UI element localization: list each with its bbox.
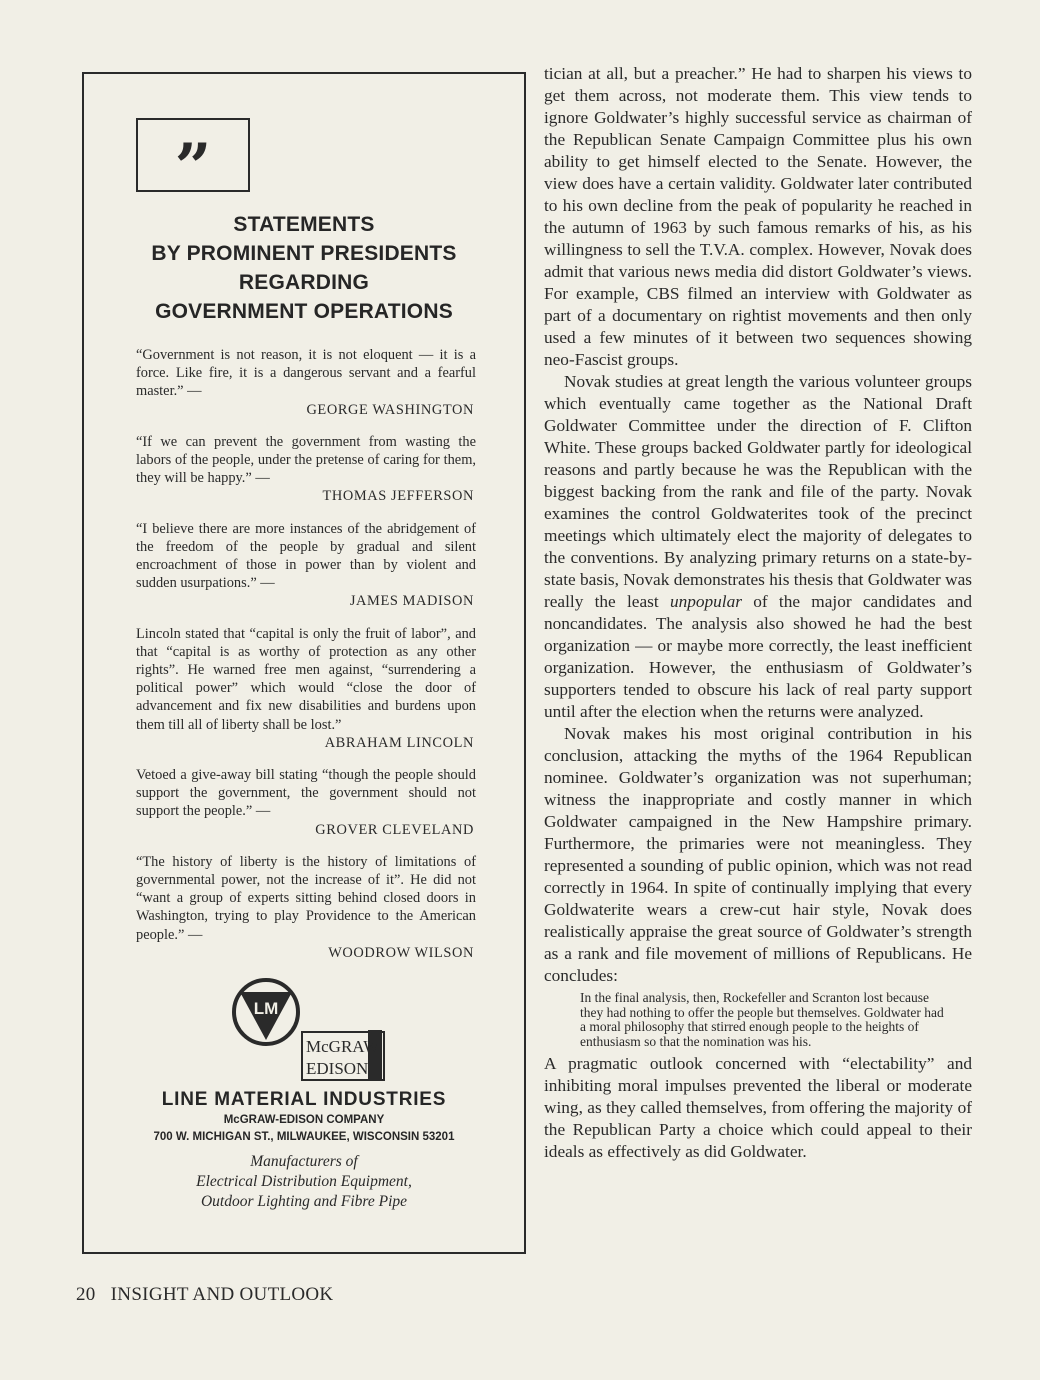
line-material-logo-icon xyxy=(234,980,298,1044)
quote-wilson xyxy=(136,853,476,962)
article-paragraph xyxy=(544,371,972,723)
mcgraw-logo-line2: EDISON xyxy=(306,1059,369,1078)
article-blockquote: In the final analysis, then, Rockefeller and Scranton lost because they had nothing to offer the people but themselves. Goldwater had a moral philosophy that stirred enough people to the heights of enthusiasm so that the nomination was his. xyxy=(580,990,944,1049)
quote-author: ABRAHAM LINCOLN xyxy=(324,734,474,751)
presidential-quotes xyxy=(136,346,476,976)
quote-mark-icon: ” xyxy=(174,130,212,205)
article-paragraph: Novak makes his most original contribution in his conclusion, attacking the myths of the 1964 Republican nominee. Goldwater’s organization was not superhuman; witness the inappropriate and costly manner in which Goldwater campaigned in the New Hampshire primary. Furthermore, the primaries were not meaningless. They represented a sounding of public opinion, which was not read correctly in 1964. In spite of continually implying that every Goldwaterite wears a crew-cut hair style, Novak does realistically appraise the great source of Goldwater’s strength as a rank and file movement of millions of Republicans. He concludes: xyxy=(544,724,972,985)
mcgraw-edison-logo-icon xyxy=(302,1030,384,1080)
article-column xyxy=(544,63,972,1163)
page-number: 20 xyxy=(76,1284,96,1305)
quote-text: “Government is not reason, it is not eloquent — it is a force. Like fire, it is a dangerous servant and a fearful master.” — xyxy=(136,347,476,400)
article-paragraph: tician at all, but a preacher.” He had to sharpen his views to get them across, not moderate them. This view tends to ignore Goldwater’s highly successful service as chairman of the Republican Senate Campaign Committee plus his own ability to get himself elected to the Senate. However, the view does have a certain validity. Goldwater later contributed to his own decline from the peak of popularity he reached in the autumn of 1963 by such famous remarks of his, as his willingness to sell the T.V.A. complex. However, Novak does admit that various news media did distort Goldwater’s views. For example, CBS filmed an interview with Goldwater as part of a documentary on rightist movements and then only used a few minutes of it between two sequences showing neo-Fascist groups. xyxy=(544,64,972,369)
quote-text: “I believe there are more instances of the abridgement of the freedom of the people by gradual and silent encroachment of those in power than by violent and sudden usurpations.” — xyxy=(136,520,476,592)
quote-text: Lincoln stated that “capital is only the fruit of labor”, and that “capital is as worthy of protection as any other rights”. He warned free men against, “surrendering a political power” which would “close the door of advancement and fix new disabilities and burdens upon them till all of liberty shall be lost.” xyxy=(136,625,476,733)
lm-logo-text: LM xyxy=(253,999,279,1018)
company-logos xyxy=(230,974,390,1084)
quote-author: GEORGE WASHINGTON xyxy=(306,401,474,418)
quote-lincoln xyxy=(136,625,476,752)
advertisement-box xyxy=(82,72,526,1254)
manufacturers-text: Outdoor Lighting and Fibre Pipe xyxy=(200,1193,408,1210)
quote-author: THOMAS JEFFERSON xyxy=(322,488,474,505)
quote-author: WOODROW WILSON xyxy=(328,944,474,961)
article-emphasis: unpopular xyxy=(669,592,742,611)
ad-heading-line: GOVERNMENT OPERATIONS xyxy=(155,300,453,323)
ad-heading xyxy=(84,210,524,326)
manufacturers-text: Manufacturers of xyxy=(250,1153,358,1170)
quote-text: “If we can prevent the government from wasting the labors of the people, under the pretense of caring for them, they will be happy.” — xyxy=(136,433,476,487)
ad-heading-line: REGARDING xyxy=(238,271,370,294)
ad-heading-line: BY PROMINENT PRESIDENTS xyxy=(151,242,457,265)
magazine-title: INSIGHT AND OUTLOOK xyxy=(110,1284,334,1305)
ad-heading-line: STATEMENTS xyxy=(233,213,375,236)
quote-author: GROVER CLEVELAND xyxy=(315,821,474,838)
manufacturers-line xyxy=(84,1152,524,1212)
page-footer xyxy=(76,1284,333,1306)
manufacturers-text: Electrical Distribution Equipment, xyxy=(196,1173,412,1190)
quote-jefferson xyxy=(136,433,476,506)
quote-author: JAMES MADISON xyxy=(349,593,474,610)
quote-mark-box xyxy=(136,118,250,205)
company-address: 700 W. MICHIGAN ST., MILWAUKEE, WISCONSIN 53201 xyxy=(153,1131,455,1143)
quote-washington xyxy=(136,346,476,419)
article-text: of the major candidates and noncandidates. The analysis also showed he had the best organization — or maybe more correctly, the least inefficient organization. However, the enthusiasm of Goldwater’s supporters tended to obscure his lack of real party support until after the election when the returns were analyzed. xyxy=(544,592,973,721)
quote-text: “The history of liberty is the history of limitations of governmental power, not the increase of it”. He did not “want a group of experts sitting behind closed doors in Washington, trying to play Providence to the American people.” — xyxy=(136,853,476,943)
company-parent: McGRAW-EDISON COMPANY xyxy=(223,1114,385,1126)
article-text: Novak studies at great length the various volunteer groups which eventually came together as the National Draft Goldwater Committee under the direction of F. Clifton White. These groups backed Goldwater partly for ideological reasons and partly because he was the Republican with the biggest backing from the rank and file of the party. Novak examines the control Goldwaterites took of the precinct meetings which ultimately elect the majority of delegates to the conventions. By analyzing primary returns on a state-by-state basis, Novak demonstrates his thesis that Goldwater was really the least xyxy=(544,372,972,611)
quote-madison xyxy=(136,520,476,611)
company-name: LINE MATERIAL INDUSTRIES xyxy=(161,1089,447,1110)
quote-cleveland xyxy=(136,766,476,839)
quote-text: Vetoed a give-away bill stating “though the people should support the government, the government should not support the people.” — xyxy=(136,767,476,820)
company-block xyxy=(84,1088,524,1146)
mcgraw-logo-line1: McGRAW xyxy=(306,1037,380,1056)
article-paragraph: A pragmatic outlook concerned with “electability” and inhibiting moral impulses prevented the liberal or moderate wing, as they called themselves, from offering the majority of the Republican Party a choice which could appeal to their ideals as effectively as did Goldwater. xyxy=(544,1054,972,1161)
